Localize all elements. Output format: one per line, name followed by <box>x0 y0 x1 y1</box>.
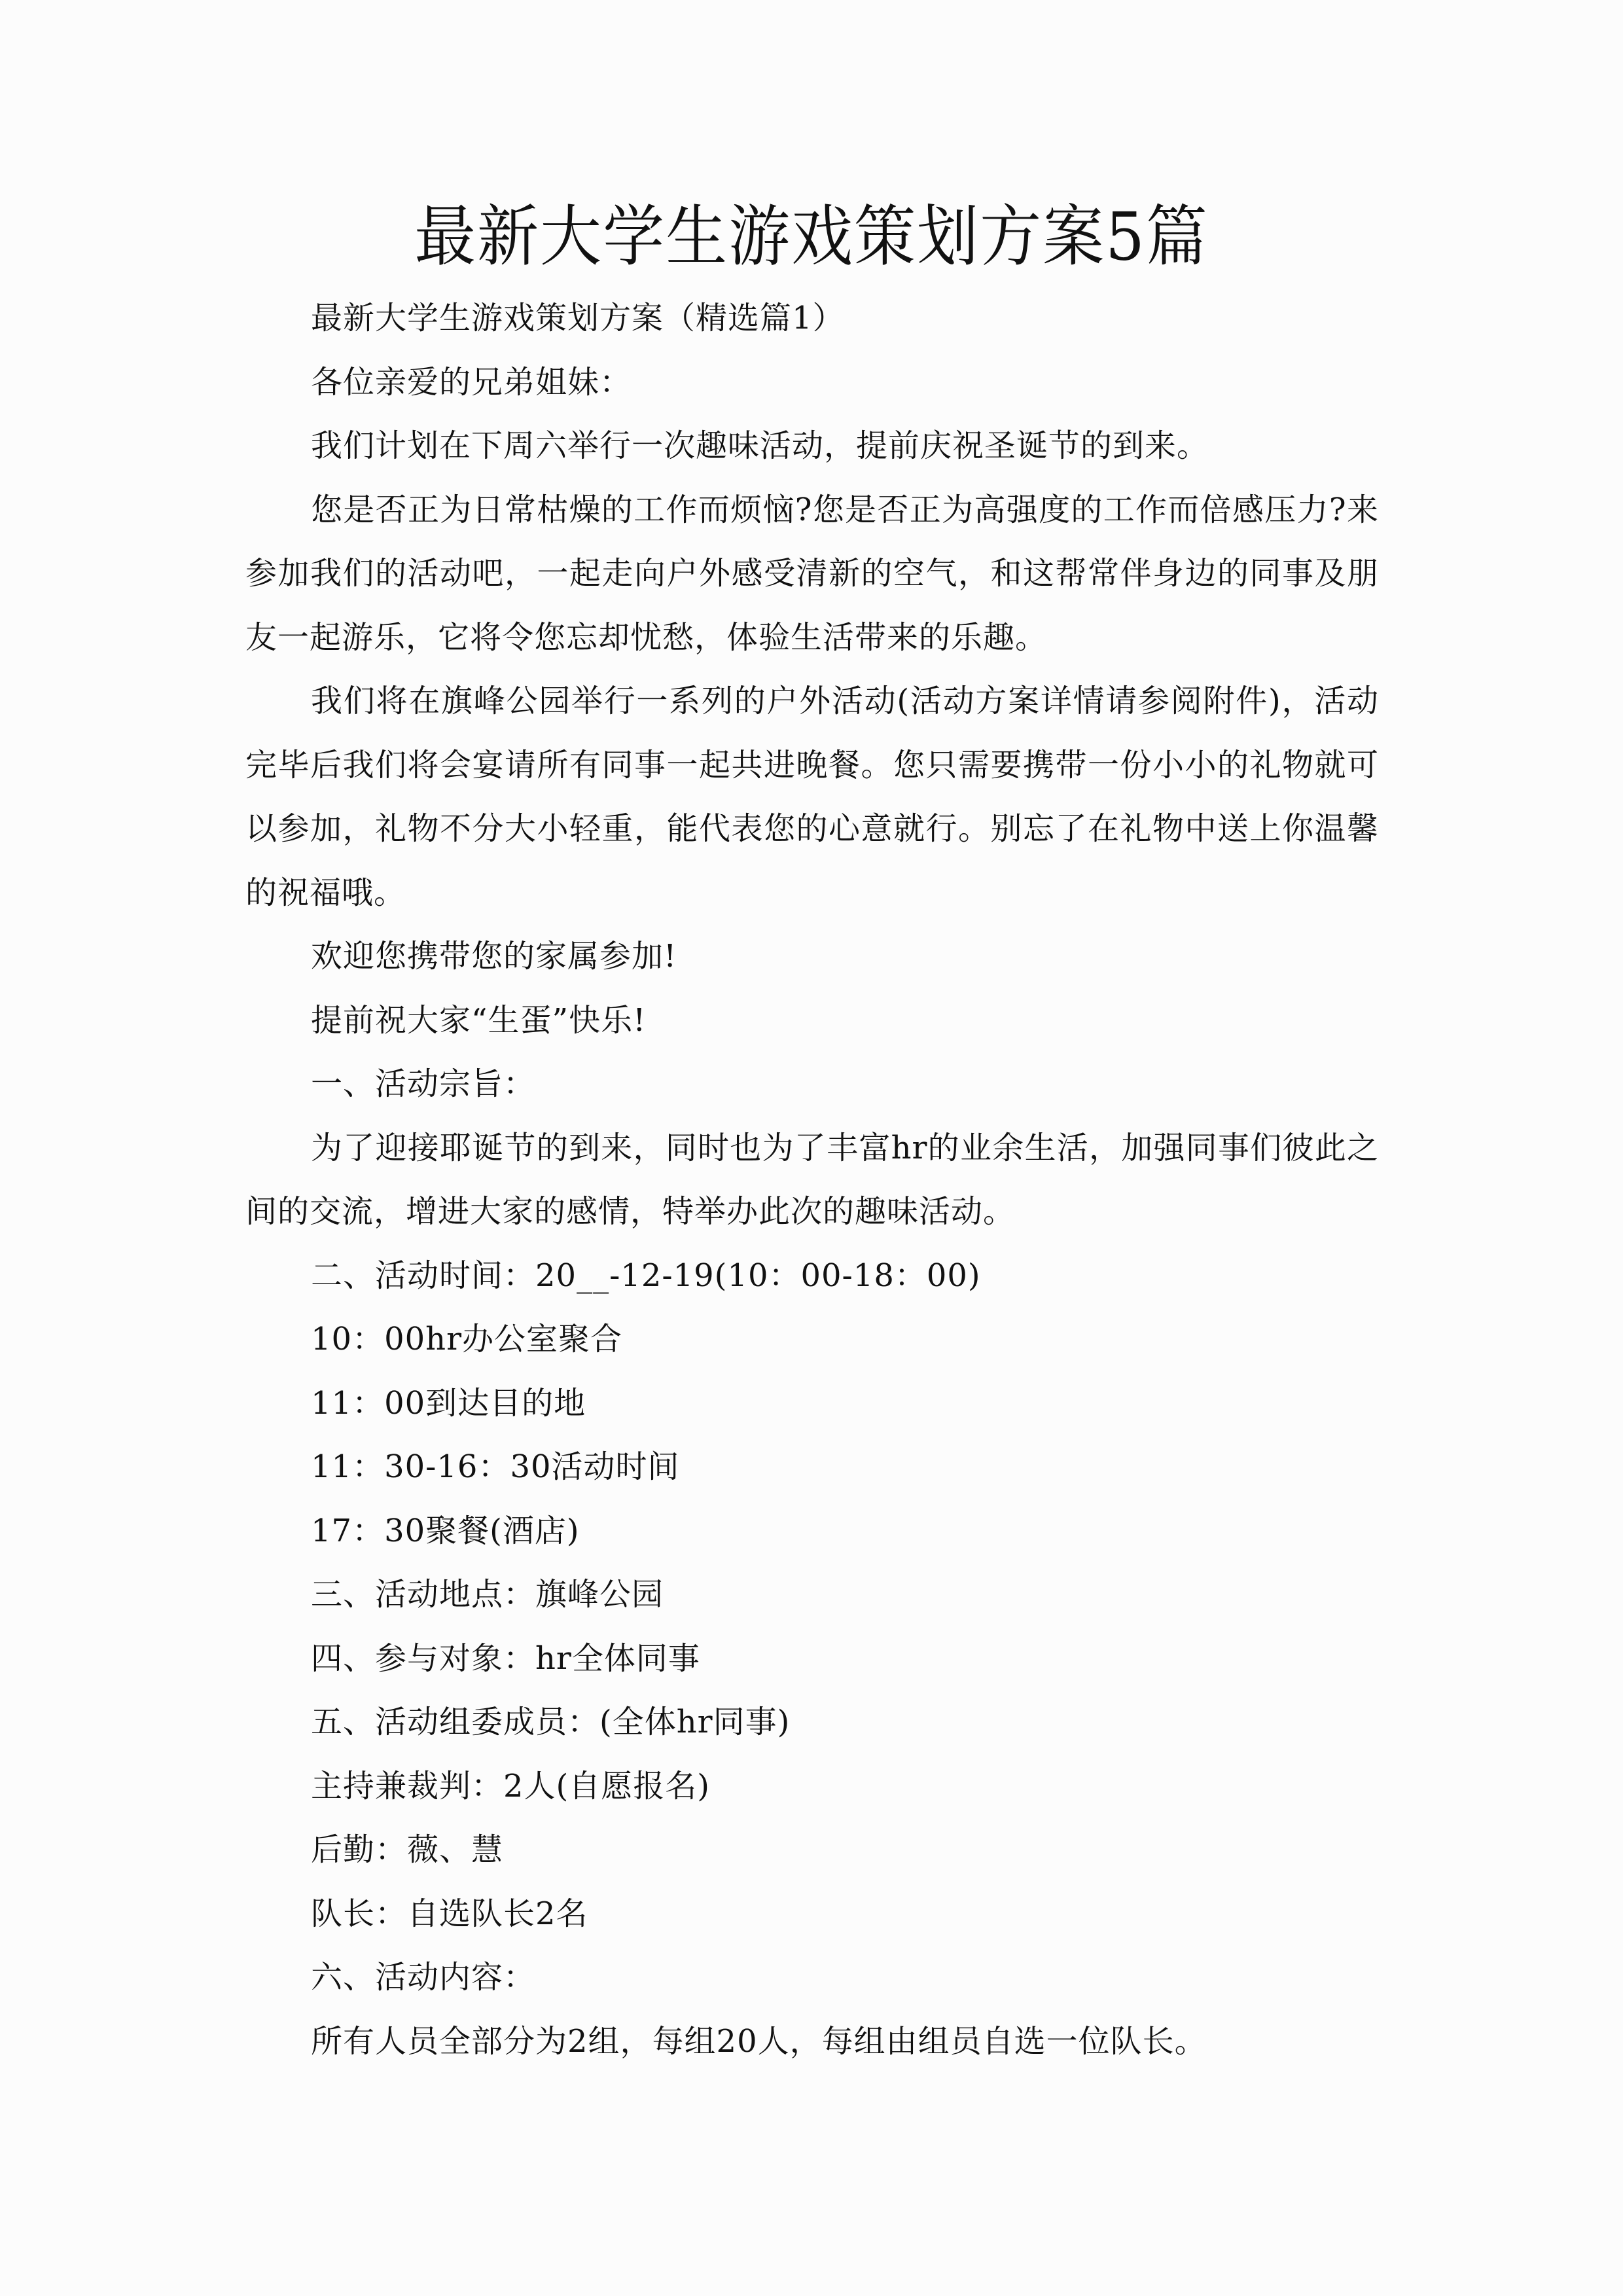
committee-item: 后勤：薇、慧 <box>311 1831 504 1868</box>
paragraph-greeting: 提前祝大家“生蛋”快乐! <box>311 1001 647 1039</box>
heading-purpose: 一、活动宗旨： <box>311 1066 536 1102</box>
paragraph-invitation: 您是否正为日常枯燥的工作而烦恼?您是否正为高强度的工作而倍感压力?来参加我们的活动吧，一起走向户外感受清新的空气，和这帮常伴身边的同事及朋友一起游乐，它将令您忘却忧愁，体验生活带来的乐趣。 <box>245 491 1379 656</box>
heading-time: 二、活动时间：20__-12-19(10：00-18：00) <box>311 1257 981 1294</box>
document-body <box>245 287 1379 2073</box>
paragraph-outdoor-activity: 我们将在旗峰公园举行一系列的户外活动(活动方案详情请参阅附件)，活动完毕后我们将会宴请所有同事一起共进晚餐。您只需要携带一份小小的礼物就可以参加，礼物不分大小轻重，能代表您的心意就行。别忘了在礼物中送上你温馨的祝福哦。 <box>245 683 1379 911</box>
schedule-item: 10：00hr办公室聚合 <box>311 1321 623 1357</box>
salutation: 各位亲爱的兄弟姐妹： <box>311 363 632 401</box>
heading-participants: 四、参与对象：hr全体同事 <box>311 1640 700 1677</box>
document-title: 最新大学生游戏策划方案5篇 <box>414 198 1209 276</box>
committee-item: 主持兼裁判：2人(自愿报名) <box>311 1767 710 1804</box>
paragraph-plan-intro: 我们计划在下周六举行一次趣味活动，提前庆祝圣诞节的到来。 <box>311 427 1209 464</box>
schedule-item: 17：30聚餐(酒店) <box>311 1512 580 1549</box>
heading-location: 三、活动地点：旗峰公园 <box>311 1576 664 1613</box>
section-heading-part-1: 最新大学生游戏策划方案（精选篇1） <box>311 300 845 336</box>
heading-committee: 五、活动组委成员：(全体hr同事) <box>311 1704 791 1740</box>
committee-item: 队长：自选队长2名 <box>311 1895 588 1932</box>
paragraph-purpose: 为了迎接耶诞节的到来，同时也为了丰富hr的业余生活，加强同事们彼此之间的交流，增进大家的感情，特举办此次的趣味活动。 <box>245 1129 1379 1230</box>
paragraph-grouping: 所有人员全部分为2组，每组20人，每组由组员自选一位队长。 <box>311 2022 1207 2060</box>
schedule-item: 11：00到达目的地 <box>311 1384 586 1422</box>
heading-content: 六、活动内容： <box>311 1959 536 1996</box>
paragraph-family-welcome: 欢迎您携带您的家属参加! <box>311 938 677 975</box>
schedule-item: 11：30-16：30活动时间 <box>311 1448 680 1485</box>
